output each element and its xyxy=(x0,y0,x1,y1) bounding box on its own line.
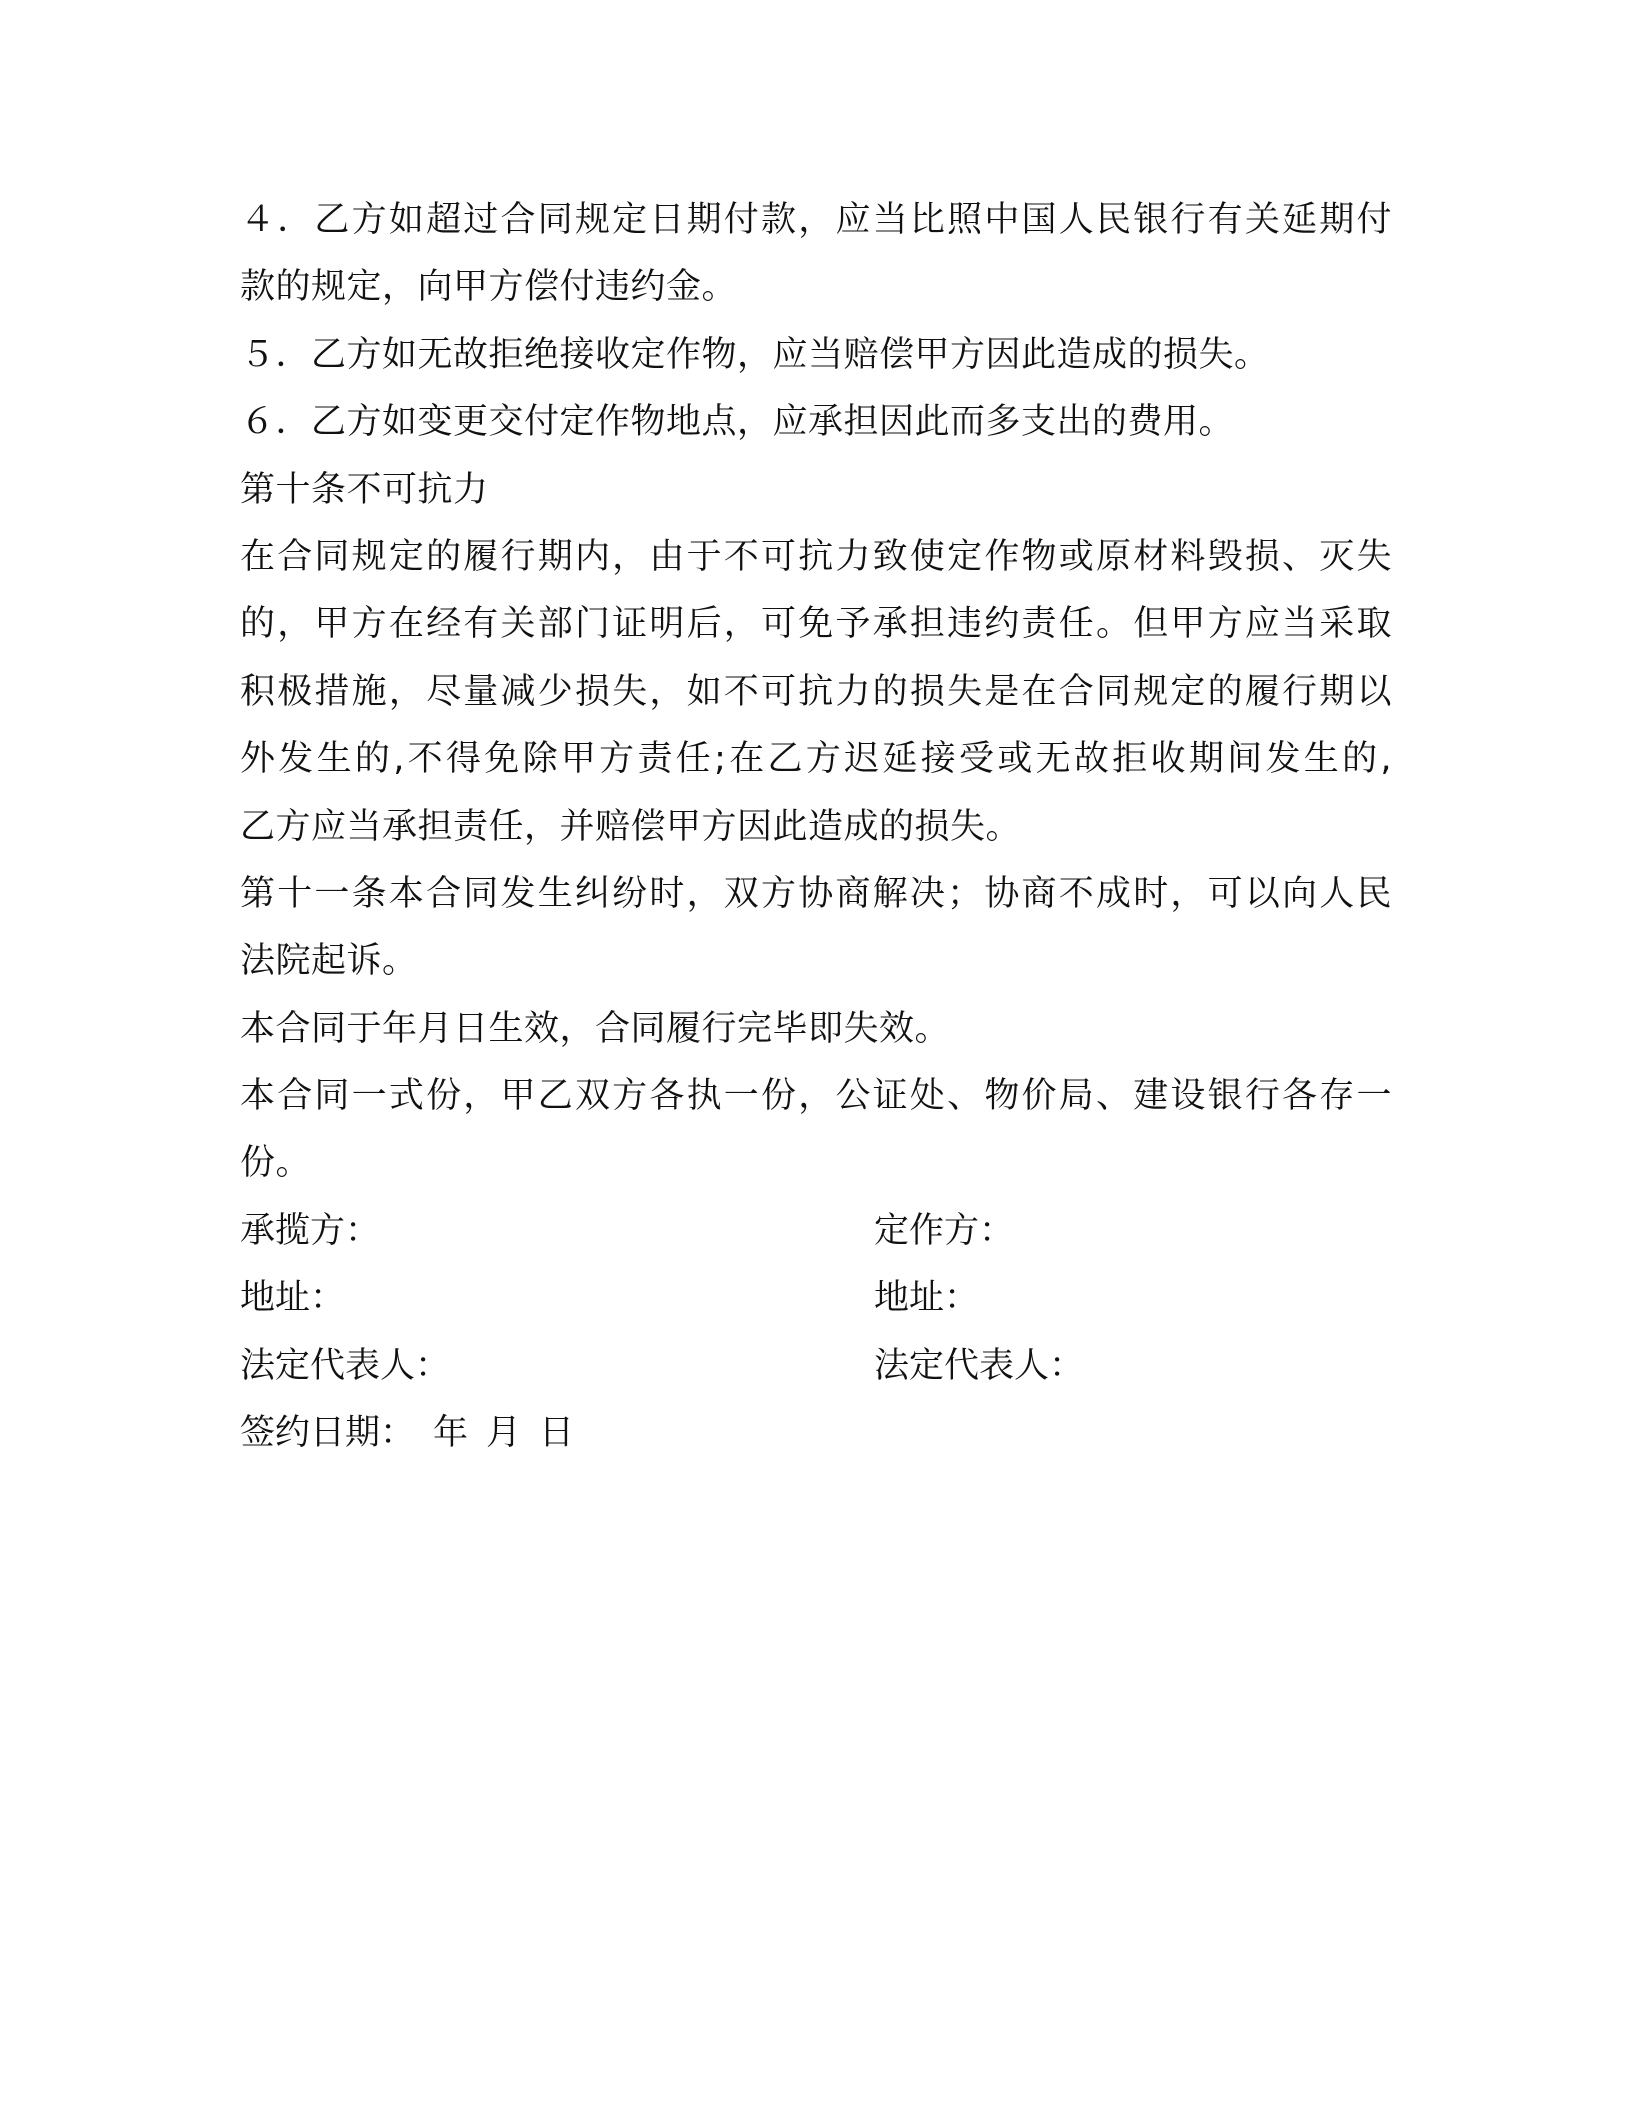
text-line: 在合同规定的履行期内，由于不可抗力致使定作物或原材料毁损、灭失 xyxy=(240,536,1392,577)
client-label: 定作方： xyxy=(874,1210,1015,1251)
signing-date-year: 年 xyxy=(433,1413,469,1454)
text-line: 份。 xyxy=(240,1143,312,1184)
text-line: 款的规定，向甲方偿付违约金。 xyxy=(240,267,738,308)
text-line: 本合同一式份，甲乙双方各执一份，公证处、物价局、建设银行各存一 xyxy=(240,1076,1392,1117)
contractor-address-label: 地址： xyxy=(240,1278,346,1319)
client-representative-label: 法定代表人： xyxy=(874,1345,1085,1386)
article-10-heading xyxy=(240,457,1392,524)
text-line: 的，甲方在经有关部门证明后，可免予承担违约责任。但甲方应当采取 xyxy=(240,604,1392,645)
text-line: ５．乙方如无故拒绝接收定作物，应当赔偿甲方因此造成的损失。 xyxy=(240,334,1270,375)
text-line: 第十条不可抗力 xyxy=(240,469,489,510)
client-address-label: 地址： xyxy=(874,1278,980,1319)
signing-date-day: 日 xyxy=(539,1413,575,1454)
text-line: 积极措施，尽量减少损失，如不可抗力的损失是在合同规定的履行期以 xyxy=(240,671,1392,712)
article-10-body xyxy=(240,524,1392,861)
signing-date-label: 签约日期： xyxy=(240,1413,416,1454)
signing-date-row xyxy=(240,1400,1392,1467)
signature-block xyxy=(240,1198,1392,1468)
text-line: 第十一条本合同发生纠纷时，双方协商解决；协商不成时，可以向人民 xyxy=(240,873,1392,914)
clause-4 xyxy=(240,187,1392,322)
text-line: ６．乙方如变更交付定作物地点，应承担因此而多支出的费用。 xyxy=(240,402,1235,443)
contractor-representative-label: 法定代表人： xyxy=(240,1345,451,1386)
copies-clause xyxy=(240,1063,1392,1198)
effective-date-clause xyxy=(240,996,1392,1063)
clause-6 xyxy=(240,389,1392,456)
signature-row-party xyxy=(240,1198,1392,1265)
contract-page xyxy=(240,187,1392,1467)
signature-row-representative xyxy=(240,1333,1392,1400)
signing-date-month: 月 xyxy=(486,1413,522,1454)
text-line: 法院起诉。 xyxy=(240,941,418,982)
text-line: 乙方应当承担责任，并赔偿甲方因此造成的损失。 xyxy=(240,806,1022,847)
text-line: 外发生的,不得免除甲方责任;在乙方迟延接受或无故拒收期间发生的, xyxy=(240,739,1392,780)
text-line: 本合同于年月日生效，合同履行完毕即失效。 xyxy=(240,1008,951,1049)
text-line: ４．乙方如超过合同规定日期付款，应当比照中国人民银行有关延期付 xyxy=(240,200,1392,240)
signature-row-address xyxy=(240,1265,1392,1332)
article-11 xyxy=(240,861,1392,996)
contractor-label: 承揽方： xyxy=(240,1210,381,1251)
clause-5 xyxy=(240,322,1392,389)
